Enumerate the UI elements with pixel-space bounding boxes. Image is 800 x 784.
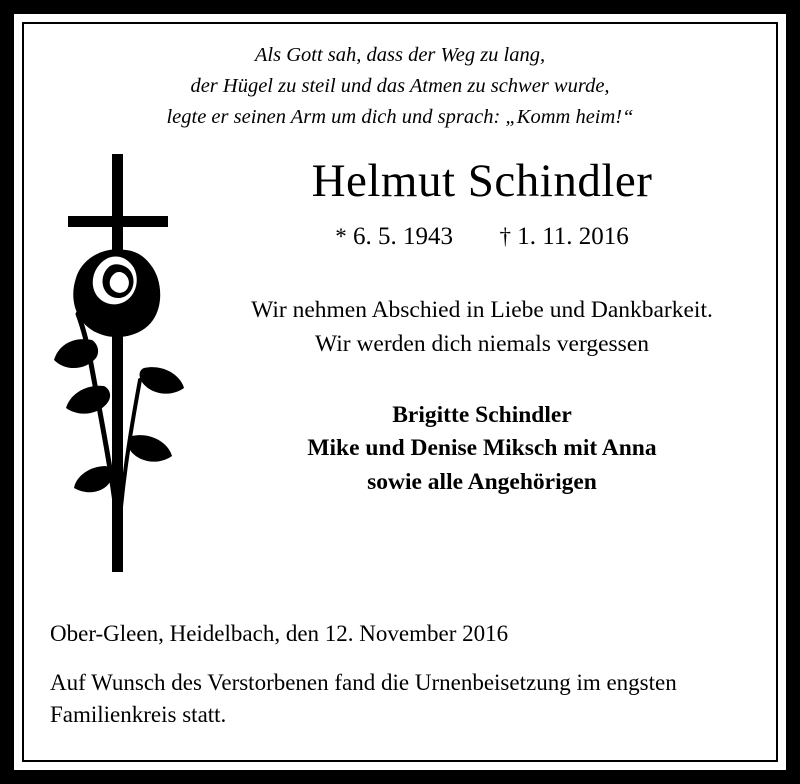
farewell-line-1: Wir nehmen Abschied in Liebe und Dankbarkeit. [251, 296, 713, 323]
farewell-line-2: Wir werden dich niemals vergessen [314, 330, 650, 357]
farewell-text [210, 293, 754, 361]
place-and-date: Ober-Gleen, Heidelbach, den 12. November 2016 [50, 621, 509, 647]
life-dates [210, 223, 754, 251]
verse-block [40, 40, 760, 133]
birth-date: 6. 5. 1943 [352, 222, 453, 250]
footer-block [50, 618, 756, 732]
birth-symbol: * [335, 223, 347, 249]
cross-with-rose-icon [48, 154, 208, 584]
family-line-3: sowie alle Angehörigen [367, 468, 597, 495]
family-line-2: Mike und Denise Miksch mit Anna [307, 435, 657, 462]
verse-line-2: der Hügel zu steil und das Atmen zu schwer wurde, [190, 75, 610, 98]
verse-line-3: legte er seinen Arm um dich und sprach: „Komm heim!“ [166, 106, 634, 129]
burial-note: Auf Wunsch des Verstorbenen fand die Urnenbeisetzung im engsten Familienkreis statt. [50, 669, 677, 728]
family-line-1: Brigitte Schindler [392, 401, 572, 428]
family-names [210, 399, 754, 499]
notice-content [14, 14, 786, 770]
death-date: 1. 11. 2016 [517, 222, 629, 250]
deceased-name: Helmut Schindler [311, 155, 653, 208]
verse-line-1: Als Gott sah, dass der Weg zu lang, [254, 44, 546, 66]
death-symbol: † [499, 223, 511, 249]
